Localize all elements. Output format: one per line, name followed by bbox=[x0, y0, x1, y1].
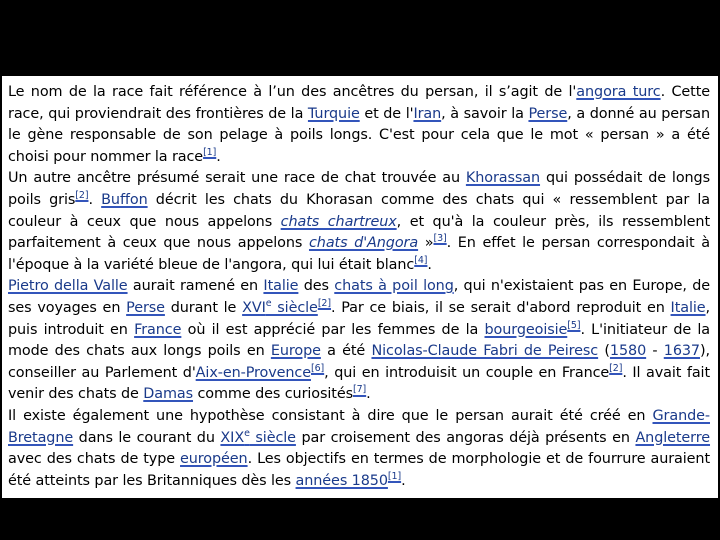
superscript: e bbox=[244, 427, 250, 439]
text: . Cette race, qui proviendrait des frontières de la bbox=[8, 84, 710, 122]
text: , à savoir la bbox=[441, 105, 529, 122]
link-damas[interactable]: Damas bbox=[143, 386, 194, 403]
link-text: siècle bbox=[271, 299, 318, 316]
text: qui possédait de longs poils gris bbox=[8, 170, 710, 208]
footnote-link-1[interactable]: [1] bbox=[203, 146, 217, 158]
text: par croisement des angoras déjà présents en bbox=[295, 429, 636, 446]
footnote-link-2[interactable]: [2] bbox=[75, 190, 89, 202]
text: . bbox=[427, 256, 432, 273]
text: . bbox=[366, 386, 371, 403]
footnote bbox=[318, 298, 331, 309]
link-buffon[interactable]: Buffon bbox=[101, 191, 148, 208]
link-europeen[interactable]: européen bbox=[180, 451, 248, 468]
text: et de l' bbox=[359, 105, 414, 122]
link-perse[interactable]: Perse bbox=[528, 105, 568, 122]
paragraph-europe bbox=[8, 276, 710, 406]
footnote-link-6[interactable]: [6] bbox=[310, 362, 325, 374]
link-xvie-siecle[interactable] bbox=[242, 300, 318, 316]
link-aix-en-provence[interactable]: Aix-en-Provence bbox=[195, 364, 311, 381]
link-text: XVI bbox=[242, 299, 266, 316]
footnote bbox=[414, 255, 427, 266]
text: ), conseiller au Parlement d' bbox=[8, 343, 710, 381]
link-france[interactable]: France bbox=[134, 321, 182, 338]
text: Un autre ancêtre présumé serait une race de chat trouvée au bbox=[8, 170, 466, 187]
paragraph-britain bbox=[8, 406, 710, 492]
link-iran[interactable]: Iran bbox=[413, 105, 442, 122]
text: durant le bbox=[164, 299, 243, 316]
text: Il existe également une hypothèse consistant à dire que le persan aurait été créé en bbox=[8, 407, 653, 424]
link-chats-chartreux[interactable]: chats chartreux bbox=[280, 213, 397, 230]
footnote-link-2[interactable]: [2] bbox=[609, 362, 623, 374]
link-italie[interactable]: Italie bbox=[263, 278, 299, 295]
text: , qui n'existaient pas en Europe, de ses voyages en bbox=[8, 278, 711, 316]
footnote bbox=[388, 471, 401, 482]
text: décrit les chats du Khorasan comme des chats qui « ressemblent par la couleur à ceux que nous appelons bbox=[8, 191, 711, 230]
footnote bbox=[75, 190, 88, 201]
text: . En effet le persan correspondait à l'époque à la variété bleue de l'angora, qui lui était blanc bbox=[8, 235, 710, 273]
link-1580[interactable]: 1580 bbox=[609, 343, 647, 360]
link-angleterre[interactable]: Angleterre bbox=[635, 429, 711, 446]
text: dans le courant du bbox=[73, 429, 221, 446]
text: . bbox=[88, 191, 102, 208]
link-pietro-della-valle[interactable]: Pietro della Valle bbox=[8, 278, 128, 295]
link-turquie[interactable]: Turquie bbox=[307, 105, 360, 122]
superscript: e bbox=[265, 298, 272, 310]
link-text: siècle bbox=[249, 429, 296, 446]
text: . bbox=[216, 148, 221, 165]
text: . bbox=[401, 472, 406, 489]
text: . Les objectifs en termes de morphologie et de fourrure auraient été atteints par les Britanniques dès les bbox=[8, 451, 710, 489]
article-panel bbox=[2, 76, 718, 498]
text: avec des chats de type bbox=[8, 451, 181, 468]
link-xixe-siecle[interactable] bbox=[220, 427, 296, 446]
footnote-link-5[interactable]: [5] bbox=[567, 319, 581, 331]
link-chats-poil-long[interactable]: chats à poil long bbox=[334, 278, 454, 295]
footnote-link-4[interactable]: [4] bbox=[414, 254, 428, 266]
link-text: XIX bbox=[220, 429, 245, 446]
link-1637[interactable]: 1637 bbox=[663, 343, 700, 360]
text: ( bbox=[598, 343, 610, 360]
link-perse[interactable]: Perse bbox=[126, 299, 165, 316]
footnote bbox=[567, 320, 580, 331]
text: comme des curiosités bbox=[193, 386, 353, 403]
text: » bbox=[418, 235, 434, 252]
footnote bbox=[353, 385, 366, 396]
footnote bbox=[311, 363, 324, 374]
text: aurait ramené en bbox=[127, 278, 264, 295]
text: . L'initiateur de la mode des chats aux longs poils en bbox=[8, 321, 711, 360]
link-bourgeoisie[interactable]: bourgeoisie bbox=[484, 321, 568, 338]
text: , puis introduit en bbox=[8, 299, 710, 338]
text: , et qu'à la couleur près, ils ressemblent parfaitement à ceux que nous appelons bbox=[8, 213, 710, 252]
text: a été bbox=[320, 343, 372, 360]
link-grande-bretagne[interactable]: Grande-Bretagne bbox=[8, 407, 710, 446]
paragraph-khorassan bbox=[8, 168, 710, 276]
text: des bbox=[298, 278, 335, 295]
link-annees-1850[interactable]: années 1850 bbox=[295, 472, 388, 489]
text: Le nom de la race fait référence à l’un des ancêtres du persan, il s’agit de l' bbox=[8, 84, 577, 100]
footnote bbox=[609, 363, 622, 374]
text: . Il avait fait venir des chats de bbox=[8, 364, 710, 403]
link-khorassan[interactable]: Khorassan bbox=[465, 170, 541, 187]
article-text bbox=[8, 82, 710, 492]
text: - bbox=[646, 343, 664, 360]
link-peiresc[interactable]: Nicolas-Claude Fabri de Peiresc bbox=[371, 343, 599, 360]
text: . Par ce biais, il se serait d'abord reproduit en bbox=[330, 299, 671, 316]
footnote-link-7[interactable]: [7] bbox=[352, 384, 367, 396]
text: , qui en introduisit un couple en France bbox=[324, 364, 610, 381]
footnote-link-1[interactable]: [1] bbox=[387, 470, 402, 482]
text: , a donné au persan le gène responsable de son pelage à poils longs. C'est pour cela que le mot « persan » a été choisi pour nommer la race bbox=[8, 105, 710, 165]
footnote bbox=[433, 233, 446, 244]
footnote-link-3[interactable]: [3] bbox=[433, 233, 447, 245]
footnote bbox=[203, 147, 216, 158]
link-angora-turc[interactable]: angora turc bbox=[576, 84, 661, 100]
link-chats-angora[interactable]: chats d'Angora bbox=[308, 235, 419, 252]
paragraph-origin bbox=[8, 82, 710, 168]
link-italie[interactable]: Italie bbox=[670, 299, 706, 316]
footnote-link-2[interactable]: [2] bbox=[317, 298, 331, 310]
text: où il est apprécié par les femmes de la bbox=[181, 321, 485, 338]
link-europe[interactable]: Europe bbox=[270, 343, 321, 360]
